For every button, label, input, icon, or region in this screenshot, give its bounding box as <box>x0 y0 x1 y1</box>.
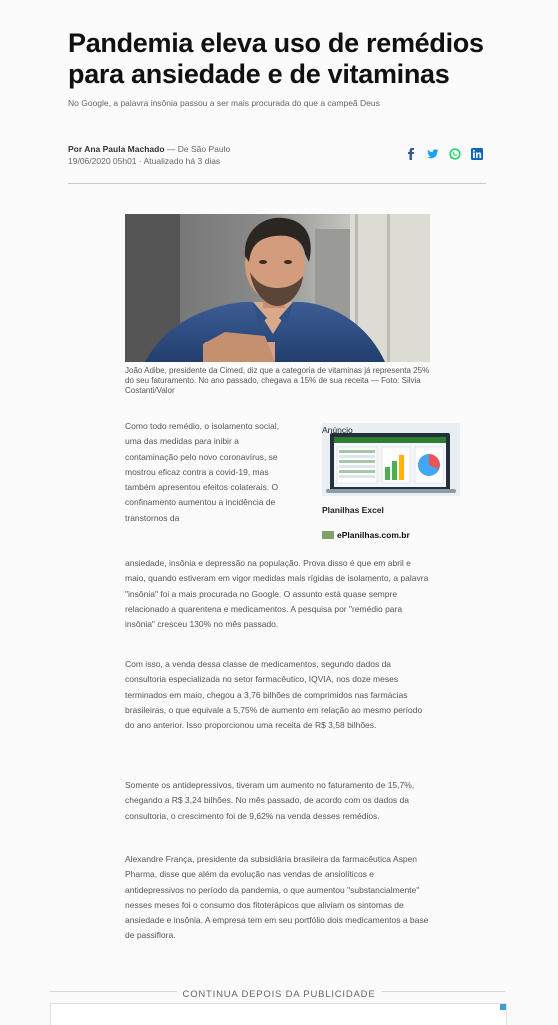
whatsapp-icon[interactable] <box>449 148 461 160</box>
ad-label: Anúncio <box>322 425 353 435</box>
continue-after-ad <box>0 984 558 1002</box>
header-divider <box>68 183 486 184</box>
article-photo[interactable] <box>125 214 430 362</box>
ad-domain[interactable] <box>322 530 410 540</box>
article-subtitle: No Google, a palavra insônia passou a ser mais procurada do que a campeã Deus <box>68 98 380 108</box>
author-link[interactable]: Por Ana Paula Machado <box>68 144 165 154</box>
ad-choices-icon[interactable] <box>500 1004 506 1010</box>
paragraph-2: Com isso, a venda dessa classe de medicamentos, segundo dados da consultoria especializada no setor farmacêutico, IQVIA, nos doze meses terminados em maio, chegou a 3,76 bilhões de comprimidos nas farmácias brasileiras, o que equivale a 5,75% de aumento em relação ao mesmo período do ano anterior. Isso proporcionou uma receita de R$ 3,58 bilhões. <box>125 659 423 731</box>
byline-location: — De São Paulo <box>166 144 231 154</box>
linkedin-icon[interactable] <box>471 148 483 160</box>
paragraph-1-rest: ansiedade, insônia e depressão na população. Prova disso é que em abril e maio, quando estiveram em vigor medidas mais rígidas de isolamento, a palavra "insônia" foi a mais procurada no Google. O assunto está quase sempre relacionado a quarentena e medicamentos. A pesquisa por "remédio para insônia" cresceu 130% no mês passado. <box>125 558 429 630</box>
bottom-ad-slot[interactable] <box>50 1003 507 1025</box>
continue-label: CONTINUA DEPOIS DA PUBLICIDADE <box>177 989 382 1000</box>
paragraph-4: Alexandre França, presidente da subsidiária brasileira da farmacêutica Aspen Pharma, disse que além da evolução nas vendas de ansiolíticos e antidepressivos no período da pandemia, o que aumentou "substancialmente" nesses meses foi o consumo dos fitoterápicos que aliviam os sintomas de ansiedade e insônia. A empresa tem em seu portfólio dois medicamentos a base de passiflora. <box>125 854 429 941</box>
byline <box>68 143 398 167</box>
photo-caption: João Adibe, presidente da Cimed, diz que a categoria de vitaminas já representa 25% do seu faturamento. No ano passado, chegava a 15% de sua receita — Foto: Silvia Costanti/Valor <box>125 366 430 395</box>
ad-title[interactable]: Planilhas Excel <box>322 505 384 515</box>
article-headline: Pandemia eleva uso de remédios para ansiedade e de vitaminas <box>68 28 484 89</box>
share-bar <box>405 147 483 161</box>
paragraph-3: Somente os antidepressivos, tiveram um aumento no faturamento de 15,7%, chegando a R$ 3,24 bilhões. No mês passado, de acordo com os dados da consultoria, o crescimento foi de 9,62% na venda desses remédios. <box>125 780 415 821</box>
paragraph-1-top: Como todo remédio, o isolamento social, uma das medidas para inibir a contaminação pelo novo coronavírus, se mostrou eficaz contra a covid-19, mas também apresentou efeitos colaterais. O confinamento aumentou a incidência de transtornos da <box>125 421 280 523</box>
twitter-icon[interactable] <box>427 148 439 160</box>
ad-domain-text: ePlanilhas.com.br <box>337 530 410 540</box>
advertiser-logo-icon <box>322 531 334 539</box>
publish-date: 19/06/2020 05h01 · Atualizado há 3 dias <box>68 156 221 166</box>
facebook-icon[interactable] <box>405 148 417 160</box>
